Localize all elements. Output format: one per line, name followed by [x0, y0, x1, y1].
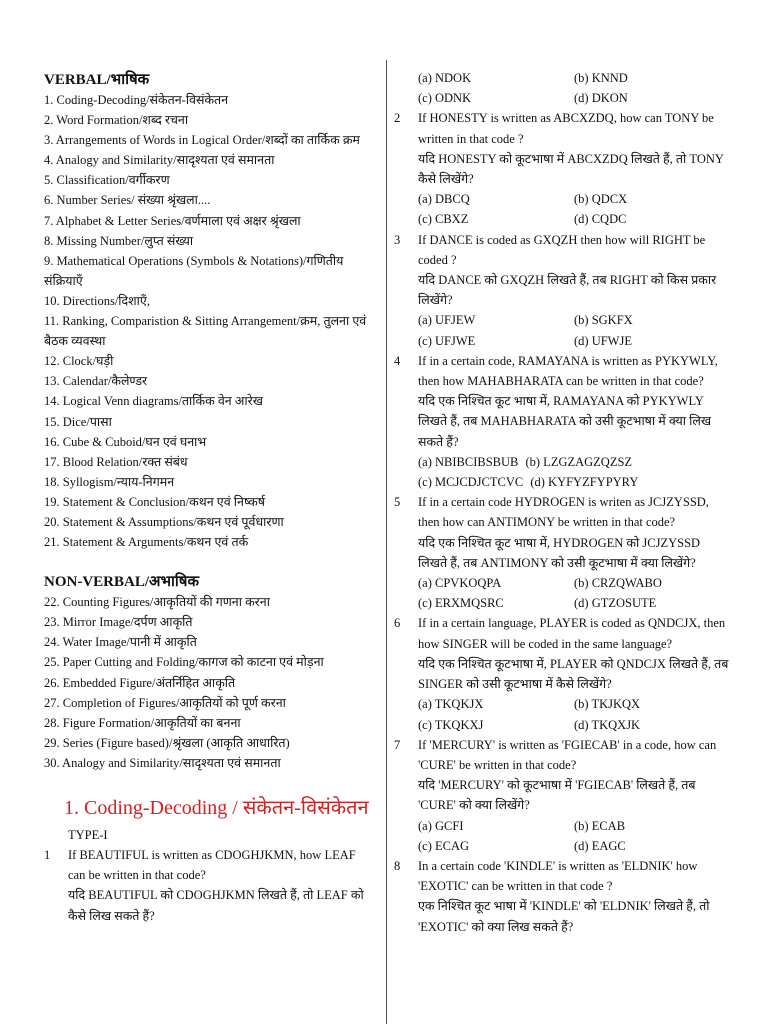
question-text-hindi: यदि एक निश्चित कूट भाषा में, RAMAYANA को PYKYWLY लिखते हैं, तब MAHABHARATA को उसी कूटभाषा में क्या लिख सकते हैं? — [418, 394, 712, 449]
topic-item: 19. Statement & Conclusion/कथन एवं निष्कर्ष — [44, 494, 265, 509]
option-c: (c) CBXZ — [418, 212, 469, 227]
question-5 — [394, 492, 732, 613]
topic-item: 9. Mathematical Operations (Symbols & Notations)/गणितीय संक्रियाएँ — [44, 253, 344, 288]
question-number: 2 — [394, 111, 401, 126]
option-a: (a) TKQKJX — [418, 697, 484, 712]
topic-item: 22. Counting Figures/आकृतियों की गणना करना — [44, 595, 270, 610]
option-d: (d) DKON — [574, 91, 628, 106]
topic-item: 28. Figure Formation/आकृतियों का बनना — [44, 715, 241, 730]
question-3 — [394, 230, 732, 351]
question-number: 5 — [394, 495, 401, 510]
option-a: (a) NBIBCIBSBUB — [418, 454, 519, 469]
option-row — [418, 452, 732, 472]
topic-item: 16. Cube & Cuboid/घन एवं घनाभ — [44, 434, 207, 449]
option-c: (c) ECAG — [418, 838, 470, 853]
option-a: (a) GCFI — [418, 818, 464, 833]
question-number: 4 — [394, 353, 401, 368]
question-text-hindi: यदि DANCE को GXQZH लिखते हैं, तब RIGHT को किस प्रकार लिखेंगे? — [418, 273, 717, 308]
topic-item: 26. Embedded Figure/अंतर्निहित आकृति — [44, 675, 236, 690]
option-d: (d) GTZOSUTE — [574, 596, 657, 611]
question-number: 7 — [394, 737, 401, 752]
right-column — [394, 68, 732, 937]
option-d: (d) KYFYZFYPYRY — [530, 475, 639, 490]
topic-item: 18. Syllogism/न्याय-निगमन — [44, 474, 175, 489]
question-2 — [394, 108, 732, 229]
option-b: (b) ECAB — [574, 818, 626, 833]
question-text-hindi: एक निश्चित कूट भाषा में 'KINDLE' को 'ELDNIK' लिखते हैं, तो 'EXOTIC' को क्या लिख सकते हैं? — [418, 899, 710, 934]
question-text-english: If 'MERCURY' is written as 'FGIECAB' in a code, how can 'CURE' be written in that code? — [418, 737, 717, 772]
option-c: (c) MCJCDJCTCVC — [418, 475, 524, 490]
option-b: (b) KNND — [574, 71, 628, 85]
option-a: (a) UFJEW — [418, 313, 476, 328]
option-a: (a) DBCQ — [418, 192, 470, 207]
topic-item: 5. Classification/वर्गीकरण — [44, 173, 170, 188]
option-d: (d) TKQXJK — [574, 717, 641, 732]
topic-item: 4. Analogy and Similarity/सादृश्यता एवं समानता — [44, 153, 275, 168]
chapter-title: 1. Coding-Decoding / संकेतन-विसंकेतन — [64, 797, 369, 819]
topic-item: 20. Statement & Assumptions/कथन एवं पूर्वधारणा — [44, 514, 284, 529]
topic-item: 17. Blood Relation/रक्त संबंध — [44, 454, 188, 469]
topic-item: 2. Word Formation/शब्द रचना — [44, 113, 189, 128]
question-number: 6 — [394, 616, 401, 631]
type-label: TYPE-I — [68, 828, 108, 842]
question-text-hindi: यदि एक निश्चित कूट भाषा में, HYDROGEN को JCJZYSSD लिखते हैं, तब ANTIMONY को उसी कूटभाषा में क्या लिखेंगे? — [418, 535, 701, 570]
nonverbal-heading: NON-VERBAL/अभाषिक — [44, 574, 199, 591]
question-7 — [394, 735, 732, 856]
topic-item: 7. Alphabet & Letter Series/वर्णमाला एवं अक्षर श्रृंखला — [44, 213, 301, 228]
topic-item: 12. Clock/घड़ी — [44, 354, 114, 369]
topic-item: 1. Coding-Decoding/संकेतन-विसंकेतन — [44, 93, 229, 107]
option-row — [418, 472, 732, 492]
question-text-hindi: यदि BEAUTIFUL को CDOGHJKMN लिखते हैं, तो LEAF को कैसे लिख सकते हैं? — [68, 888, 364, 923]
topic-item: 24. Water Image/पानी में आकृति — [44, 635, 197, 650]
left-column — [44, 70, 376, 926]
option-d: (d) CQDC — [574, 212, 627, 227]
question-1-options — [394, 68, 732, 108]
question-text-english: If in a certain language, PLAYER is coded as QNDCJX, then how SINGER will be coded in the same language? — [418, 616, 726, 651]
topic-item: 30. Analogy and Similarity/सादृश्यता एवं समानता — [44, 755, 281, 770]
topic-item: 29. Series (Figure based)/श्रृंखला (आकृति आधारित) — [44, 735, 290, 750]
topic-item: 21. Statement & Arguments/कथन एवं तर्क — [44, 535, 249, 550]
option-c: (c) ERXMQSRC — [418, 596, 504, 611]
option-a: (a) NDOK — [418, 71, 472, 85]
question-text-hindi: यदि 'MERCURY' को कूटभाषा में 'FGIECAB' लिखते हैं, तब 'CURE' को क्या लिखेंगे? — [418, 778, 696, 813]
question-text-english: If HONESTY is written as ABCXZDQ, how can TONY be written in that code ? — [418, 111, 714, 146]
option-d: (d) EAGC — [574, 838, 626, 853]
option-b: (b) SGKFX — [574, 313, 633, 328]
topic-item: 23. Mirror Image/दर्पण आकृति — [44, 615, 193, 630]
question-text-english: In a certain code 'KINDLE' is written as 'ELDNIK' how 'EXOTIC' can be written in that code ? — [418, 858, 698, 894]
topic-item: 14. Logical Venn diagrams/तार्किक वेन आरेख — [44, 394, 263, 409]
option-c: (c) ODNK — [418, 91, 472, 106]
option-c: (c) UFJWE — [418, 333, 476, 348]
question-text-english: If in a certain code HYDROGEN is writen as JCJZYSSD, then how can ANTIMONY be written in that code? — [418, 495, 709, 530]
question-text-english: If DANCE is coded as GXQZH then how will RIGHT be coded ? — [418, 232, 706, 267]
question-4 — [394, 351, 732, 492]
topic-item: 25. Paper Cutting and Folding/कागज को काटना एवं मोड़ना — [44, 655, 324, 670]
option-c: (c) TKQKXJ — [418, 717, 484, 732]
verbal-heading: VERBAL/भाषिक — [44, 72, 150, 88]
option-b: (b) CRZQWABO — [574, 576, 662, 591]
question-8 — [394, 856, 732, 937]
option-b: (b) QDCX — [574, 192, 628, 207]
topic-item: 11. Ranking, Comparistion & Sitting Arrangement/क्रम, तुलना एवं बैठक व्यवस्था — [44, 314, 367, 349]
nonverbal-topic-list — [44, 592, 376, 773]
question-number: 3 — [394, 232, 401, 247]
topic-item: 13. Calendar/कैलेण्डर — [44, 374, 148, 389]
question-text-english: If in a certain code, RAMAYANA is written as PYKYWLY, then how MAHABHARATA can be written in that code? — [418, 353, 718, 389]
question-number: 1 — [44, 848, 51, 862]
option-b: (b) TKJKQX — [574, 697, 641, 712]
topic-item: 8. Missing Number/लुप्त संख्या — [44, 233, 194, 248]
topic-item: 10. Directions/दिशाएँ, — [44, 293, 150, 308]
question-number: 8 — [394, 858, 401, 873]
column-divider — [386, 60, 387, 1024]
topic-item: 3. Arrangements of Words in Logical Order/शब्दों का तार्किक क्रम — [44, 133, 360, 148]
option-d: (d) UFWJE — [574, 333, 632, 348]
verbal-topic-list — [44, 90, 376, 552]
option-a: (a) CPVKOQPA — [418, 576, 502, 591]
question-1 — [44, 845, 376, 926]
topic-item: 27. Completion of Figures/आकृतियों को पूर्ण करना — [44, 695, 286, 710]
topic-item: 15. Dice/पासा — [44, 414, 112, 429]
topic-item: 6. Number Series/ संख्या श्रृंखला.... — [44, 193, 211, 208]
question-text-hindi: यदि HONESTY को कूटभाषा में ABCXZDQ लिखते हैं, तो TONY कैसे लिखेंगे? — [418, 151, 724, 187]
question-text-english: If BEAUTIFUL is written as CDOGHJKMN, how LEAF can be written in that code? — [68, 848, 356, 883]
option-b: (b) LZGZAGZQZSZ — [525, 454, 633, 469]
question-6 — [394, 613, 732, 734]
question-text-hindi: यदि एक निश्चित कूटभाषा में, PLAYER को QNDCJX लिखते हैं, तब SINGER को उसी कूटभाषा में कैसे लिखेंगे? — [418, 656, 729, 692]
